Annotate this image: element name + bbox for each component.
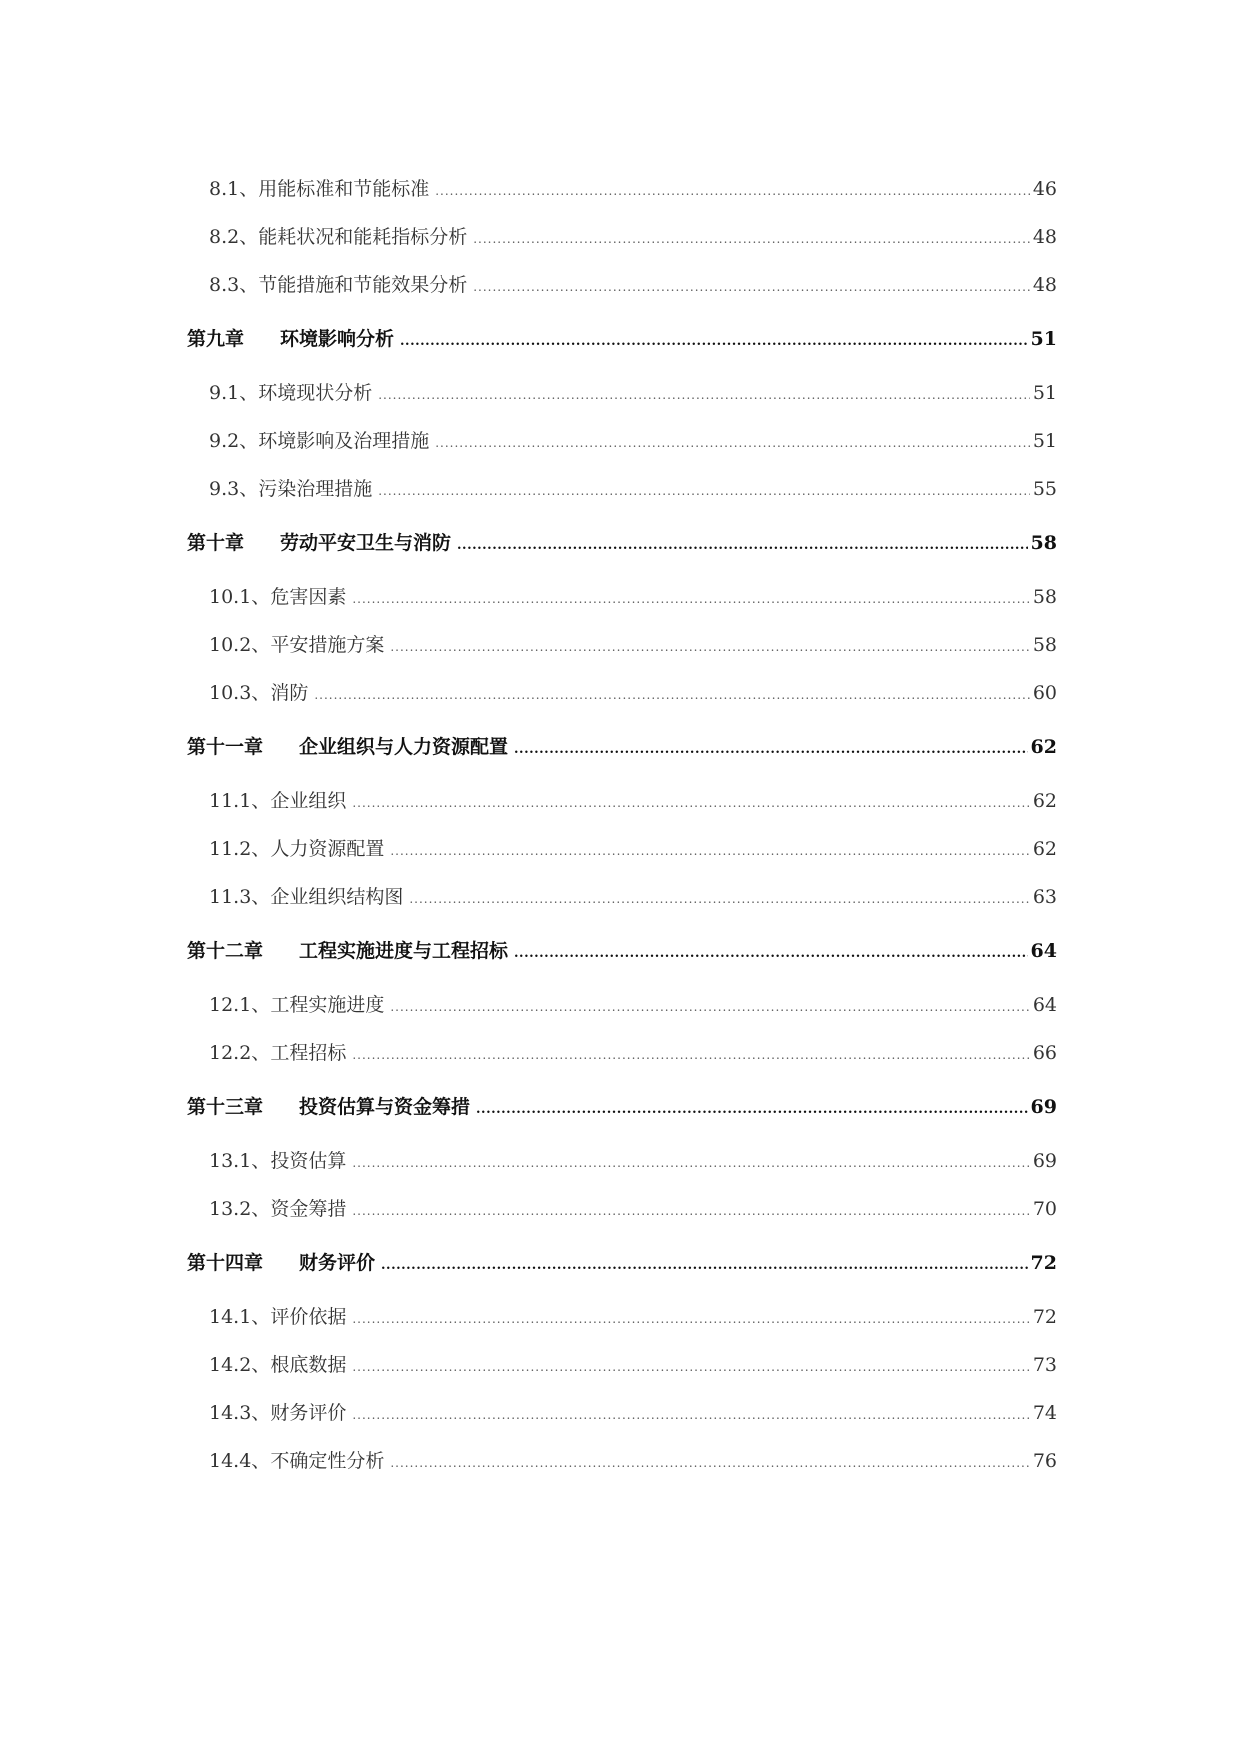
toc-chapter-entry[interactable] [187,309,1057,369]
toc-entry-label [187,261,467,309]
section-title: 工程实施进度 [270,994,385,1016]
section-number: 13.2、 [209,1198,271,1220]
chapter-number: 第十二章 [187,940,264,962]
section-title: 企业组织 [270,790,347,812]
section-title: 环境影响及治理措施 [258,430,430,452]
page-number: 48 [1032,274,1057,296]
dot-leader [390,983,1029,1031]
page-number: 60 [1032,682,1057,704]
dot-leader [352,779,1029,827]
toc-entry-label [187,165,429,213]
dot-leader [473,263,1030,311]
page-number: 63 [1032,886,1057,908]
chapter-title: 企业组织与人力资源配置 [299,736,509,758]
page-number: 55 [1032,478,1057,500]
dot-leader [409,875,1029,923]
toc-entry-label [187,369,372,417]
toc-chapter-entry[interactable] [187,513,1057,573]
dot-leader [514,924,1028,984]
page-number: 74 [1032,1402,1057,1424]
toc-section-entry[interactable] [187,465,1057,513]
toc-entry-label [187,717,508,777]
dot-leader [400,312,1028,372]
toc-section-entry[interactable] [187,1137,1057,1185]
section-number: 11.1、 [209,790,271,812]
section-number: 14.2、 [209,1354,271,1376]
toc-entry-label [187,1077,470,1137]
dot-leader [390,827,1029,875]
dot-leader [476,1080,1028,1140]
section-title: 节能措施和节能效果分析 [258,274,468,296]
dot-leader [314,671,1029,719]
toc-entry-label [187,981,384,1029]
toc-section-entry[interactable] [187,873,1057,921]
section-number: 11.3、 [209,886,271,908]
section-title: 工程招标 [270,1042,347,1064]
page-number: 76 [1032,1450,1057,1472]
page-number: 51 [1030,328,1057,350]
dot-leader [378,371,1030,419]
toc-section-entry[interactable] [187,669,1057,717]
section-title: 企业组织结构图 [270,886,404,908]
chapter-number: 第十三章 [187,1096,264,1118]
toc-section-entry[interactable] [187,621,1057,669]
section-title: 投资估算 [270,1150,347,1172]
toc-section-entry[interactable] [187,369,1057,417]
toc-section-entry[interactable] [187,261,1057,309]
toc-section-entry[interactable] [187,777,1057,825]
chapter-number: 第十四章 [187,1252,264,1274]
dot-leader [390,623,1029,671]
toc-section-entry[interactable] [187,1341,1057,1389]
section-number: 14.4、 [209,1450,271,1472]
toc-entry-label [187,213,467,261]
section-number: 13.1、 [209,1150,271,1172]
section-number: 9.3、 [209,478,259,500]
page-number: 69 [1032,1150,1057,1172]
chapter-title: 工程实施进度与工程招标 [299,940,509,962]
toc-entry-label [187,1389,346,1437]
toc-entry-label [187,669,308,717]
toc-entry-label [187,777,346,825]
toc-chapter-entry[interactable] [187,1233,1057,1293]
toc-entry-label [187,1137,346,1185]
toc-chapter-entry[interactable] [187,717,1057,777]
toc-entry-label [187,309,394,369]
dot-leader [435,419,1030,467]
section-number: 12.1、 [209,994,271,1016]
toc-section-entry[interactable] [187,213,1057,261]
toc-entry-label [187,417,429,465]
toc-section-entry[interactable] [187,417,1057,465]
section-title: 财务评价 [270,1402,347,1424]
dot-leader [435,167,1030,215]
page-number: 72 [1032,1306,1057,1328]
page-number: 64 [1032,994,1057,1016]
section-title: 消防 [270,682,309,704]
section-number: 9.1、 [209,382,259,404]
toc-section-entry[interactable] [187,1437,1057,1485]
toc-entry-label [187,1233,375,1293]
toc-chapter-entry[interactable] [187,1077,1057,1137]
page-number: 70 [1032,1198,1057,1220]
dot-leader [381,1236,1028,1296]
section-title: 评价依据 [270,1306,347,1328]
section-number: 8.3、 [209,274,259,296]
toc-entry-label [187,825,384,873]
toc-section-entry[interactable] [187,1389,1057,1437]
dot-leader [352,1139,1029,1187]
page-number: 51 [1032,382,1057,404]
page-number: 58 [1030,532,1057,554]
page-number: 62 [1032,838,1057,860]
dot-leader [352,575,1029,623]
toc-entry-label [187,573,346,621]
section-title: 危害因素 [270,586,347,608]
section-title: 人力资源配置 [270,838,385,860]
section-number: 8.2、 [209,226,259,248]
toc-section-entry[interactable] [187,1185,1057,1233]
page-number: 66 [1032,1042,1057,1064]
page-number: 69 [1030,1096,1057,1118]
toc-section-entry[interactable] [187,981,1057,1029]
section-title: 根底数据 [270,1354,347,1376]
toc-section-entry[interactable] [187,825,1057,873]
section-title: 资金筹措 [270,1198,347,1220]
toc-entry-label [187,873,403,921]
dot-leader [352,1343,1029,1391]
toc-entry-label [187,465,372,513]
section-number: 12.2、 [209,1042,271,1064]
chapter-number: 第九章 [187,328,245,350]
toc-entry-label [187,513,451,573]
section-number: 8.1、 [209,178,259,200]
toc-entry-label [187,1341,346,1389]
section-number: 10.1、 [209,586,271,608]
chapter-title: 劳动平安卫生与消防 [280,532,452,554]
page-number: 73 [1032,1354,1057,1376]
toc-section-entry[interactable] [187,165,1057,213]
page-number: 62 [1030,736,1057,758]
page-number: 51 [1032,430,1057,452]
toc-entry-label [187,1185,346,1233]
section-title: 用能标准和节能标准 [258,178,430,200]
section-title: 平安措施方案 [270,634,385,656]
section-title: 不确定性分析 [270,1450,385,1472]
page-number: 62 [1032,790,1057,812]
dot-leader [352,1391,1029,1439]
toc-entry-label [187,1437,384,1485]
chapter-number: 第十一章 [187,736,264,758]
section-number: 9.2、 [209,430,259,452]
chapter-title: 投资估算与资金筹措 [299,1096,471,1118]
page-number: 58 [1032,586,1057,608]
section-number: 10.3、 [209,682,271,704]
page-number: 48 [1032,226,1057,248]
chapter-title: 环境影响分析 [280,328,395,350]
toc-entry-label [187,1293,346,1341]
toc-section-entry[interactable] [187,573,1057,621]
chapter-title: 财务评价 [299,1252,376,1274]
toc-section-entry[interactable] [187,1293,1057,1341]
dot-leader [352,1031,1029,1079]
page-number: 58 [1032,634,1057,656]
toc-entry-label [187,1029,346,1077]
dot-leader [514,720,1028,780]
toc-chapter-entry[interactable] [187,921,1057,981]
dot-leader [390,1439,1029,1487]
page-number: 72 [1030,1252,1057,1274]
section-title: 污染治理措施 [258,478,373,500]
section-title: 能耗状况和能耗指标分析 [258,226,468,248]
dot-leader [473,215,1030,263]
section-number: 14.3、 [209,1402,271,1424]
dot-leader [352,1187,1029,1235]
section-number: 10.2、 [209,634,271,656]
section-title: 环境现状分析 [258,382,373,404]
toc-entry-label [187,621,384,669]
table-of-contents [187,165,1057,1485]
toc-entry-label [187,921,508,981]
chapter-number: 第十章 [187,532,245,554]
dot-leader [352,1295,1029,1343]
dot-leader [378,467,1030,515]
page-number: 46 [1032,178,1057,200]
section-number: 11.2、 [209,838,271,860]
page-number: 64 [1030,940,1057,962]
toc-section-entry[interactable] [187,1029,1057,1077]
section-number: 14.1、 [209,1306,271,1328]
dot-leader [457,516,1028,576]
